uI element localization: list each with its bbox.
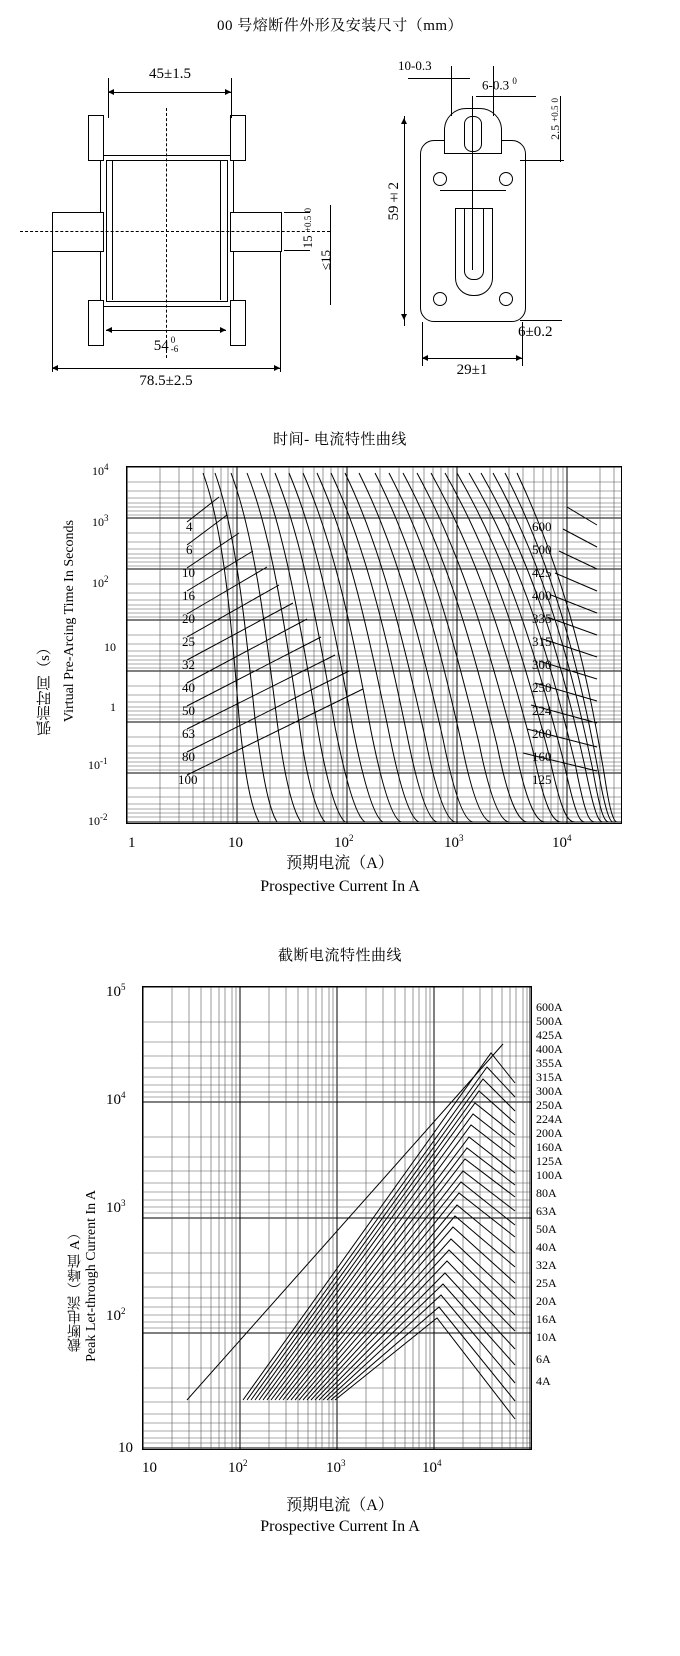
chart2-xtick-1: $10^2$	[228, 1458, 248, 1476]
hole-top-right	[499, 172, 513, 186]
chart1-left-label-10: 80	[182, 749, 195, 764]
chart2-svg	[143, 987, 531, 1449]
dim-15-tol-dn: 0	[303, 208, 313, 213]
chart2-xlabel-cn: 预期电流（A）	[286, 1497, 394, 1514]
chart1-title: 时间- 电流特性曲线	[273, 432, 407, 448]
chart2-right-label-9: 200A	[536, 1126, 563, 1140]
chart1-ylabel-cn: 弧前时间（s）	[37, 640, 53, 736]
plate-center-h	[440, 190, 506, 191]
blade-right	[230, 212, 282, 252]
chart1-xtick-4: $10^4$	[552, 833, 572, 851]
dim-45-arrow-right	[225, 89, 231, 95]
chart2-ylabel-en: Peak Let-through Current In A	[84, 1190, 99, 1362]
chart1-xtick-1: 10	[228, 835, 243, 851]
dim-6-text	[482, 76, 517, 93]
chart2-right-label-4: 355A	[536, 1056, 563, 1070]
center-line-vertical	[166, 108, 167, 358]
chart2-right-label-23: 4A	[536, 1374, 551, 1388]
dim-602-line	[520, 320, 562, 321]
chart1-left-label-9: 63	[182, 726, 195, 741]
chart2-right-label-2: 425A	[536, 1028, 563, 1042]
tab-left-bottom	[88, 300, 104, 346]
chart1-ytick-2: $10^2$	[92, 574, 109, 590]
chart2-right-label-0: 600A	[536, 1000, 563, 1014]
chart1-xtick-2: $10^2$	[334, 833, 354, 851]
dim-59-text: 59±2	[386, 182, 402, 221]
chart2-title: 截断电流特性曲线	[277, 948, 402, 964]
ext-10-left	[451, 66, 452, 116]
chart2-xtick-0: 10	[142, 1460, 157, 1476]
contact-center-rib	[472, 190, 473, 270]
chart2-xtick-2: $10^3$	[326, 1458, 346, 1476]
dim-45-text: 45±1.5	[149, 66, 191, 82]
dim-15-text	[300, 208, 316, 248]
dim-54-tol-up: 0	[170, 335, 176, 345]
dim-25-value: 2.5	[548, 124, 562, 140]
chart2-right-label-14: 63A	[536, 1204, 557, 1218]
body-rib-2	[220, 160, 221, 300]
chart2-xtick-3: $10^4$	[422, 1458, 442, 1476]
tab-right-bottom	[230, 300, 246, 346]
chart1-right-label-0: 600	[532, 519, 552, 534]
chart2-right-label-20: 16A	[536, 1312, 557, 1326]
dim-10-line	[408, 78, 470, 79]
dim-15-line2	[284, 250, 310, 251]
chart2-ytick-1: 10	[118, 1440, 133, 1456]
chart1-xtick-0: 1	[128, 835, 136, 851]
chart1-right-label-10: 160	[532, 749, 552, 764]
dim-29-arrow-right	[516, 355, 522, 361]
chart2-right-label-17: 32A	[536, 1258, 557, 1272]
chart1-right-label-4: 335	[532, 611, 552, 626]
chart1-left-label-0: 4	[186, 519, 193, 534]
chart1-xlabel-cn: 预期电流（A）	[286, 855, 394, 872]
chart1-ytick-m1: $10^{-1}$	[88, 756, 108, 772]
chart2-right-label-3: 400A	[536, 1042, 563, 1056]
ext-45-right	[231, 78, 232, 118]
chart2-ylabel-cn: 截断电流（峰值 A）	[68, 1226, 83, 1352]
chart2-xlabel-en: Prospective Current In A	[260, 1518, 420, 1535]
chart2-right-label-8: 224A	[536, 1112, 563, 1126]
chart1-right-label-1: 500	[532, 542, 552, 557]
hole-bottom-right	[499, 292, 513, 306]
dim-54-text	[106, 336, 226, 355]
chart1-right-label-9: 200	[532, 726, 552, 741]
dim-785-arrow-left	[52, 365, 58, 371]
chart2-right-label-7: 250A	[536, 1098, 563, 1112]
dim-29-arrow-left	[422, 355, 428, 361]
dim-25-tol-up: +0.5	[550, 105, 560, 122]
dim-54-arrow-right	[220, 327, 226, 333]
dim-6-value: 6-0.3	[482, 77, 510, 93]
chart2-right-label-21: 10A	[536, 1330, 557, 1344]
chart2-ytick-4: $10^4$	[106, 1090, 126, 1108]
dim-6-line	[476, 96, 536, 97]
dim-15-tol-up: +0.5	[303, 215, 313, 233]
tab-left-top	[88, 115, 104, 161]
chart1-ytick-3: $10^3$	[92, 513, 109, 529]
chart2-right-label-15: 50A	[536, 1222, 557, 1236]
chart1-left-label-11: 100	[178, 772, 198, 787]
chart2-right-label-19: 20A	[536, 1294, 557, 1308]
chart1-left-label-5: 25	[182, 634, 195, 649]
plate-center-v	[472, 96, 473, 202]
chart2-right-label-1: 500A	[536, 1014, 563, 1028]
ext-45-left	[108, 78, 109, 118]
chart1-xtick-3: $10^3$	[444, 833, 464, 851]
dim-le15-text: ≤15	[318, 250, 333, 271]
chart2-right-label-22: 6A	[536, 1352, 551, 1366]
ext-29-right	[522, 322, 523, 366]
chart1-right-label-2: 425	[532, 565, 552, 580]
dim-54-line	[106, 330, 226, 331]
neck-slot	[464, 116, 482, 152]
ext-785-right	[280, 252, 281, 372]
dim-45-line	[108, 92, 231, 93]
chart2-ytick-3: $10^3$	[106, 1198, 126, 1216]
chart1-ylabel-en: Virtual Pre-Arcing Time In Seconds	[62, 520, 77, 723]
outline-drawing	[0, 0, 680, 410]
dim-29-text: 29±1	[456, 362, 488, 378]
chart2-right-label-10: 160A	[536, 1140, 563, 1154]
dim-59-arrow-up	[401, 118, 407, 124]
dim-54-arrow-left	[106, 327, 112, 333]
ext-785-left	[52, 252, 53, 372]
dim-785-text: 78.5±2.5	[139, 373, 193, 389]
chart2-ytick-5: $10^5$	[106, 982, 126, 1000]
chart2-right-label-6: 300A	[536, 1084, 563, 1098]
chart2-right-label-13: 80A	[536, 1186, 557, 1200]
dim-29-line	[422, 358, 522, 359]
chart1-right-label-3: 400	[532, 588, 552, 603]
chart1-left-label-1: 6	[186, 542, 193, 557]
chart1-left-label-7: 40	[182, 680, 195, 695]
body-rib-1	[112, 160, 113, 300]
chart1-ytick-m2: $10^{-2}$	[88, 812, 108, 828]
chart1-left-label-8: 50	[182, 703, 195, 718]
dim-25-tol-dn: 0	[550, 98, 560, 103]
chart1-left-label-3: 16	[182, 588, 195, 603]
chart1-right-label-7: 250	[532, 680, 552, 695]
chart1-right-label-5: 315	[532, 634, 552, 649]
chart1-ytick-1: 10	[104, 640, 116, 654]
dim-785-line	[52, 368, 280, 369]
chart2-right-label-12: 100A	[536, 1168, 563, 1182]
hole-bottom-left	[433, 292, 447, 306]
dim-54-value: 54	[153, 338, 169, 354]
chart2-right-label-11: 125A	[536, 1154, 563, 1168]
blade-left	[52, 212, 104, 252]
chart1-left-label-4: 20	[182, 611, 195, 626]
chart2-plot-area	[142, 986, 532, 1450]
dim-785-arrow-right	[274, 365, 280, 371]
dim-25-line	[520, 160, 564, 161]
chart1-xlabel-en: Prospective Current In A	[260, 878, 420, 895]
dim-59-arrow-down	[401, 314, 407, 320]
chart2-right-label-18: 25A	[536, 1276, 557, 1290]
tab-right-top	[230, 115, 246, 161]
chart1-left-label-2: 10	[182, 565, 195, 580]
drawing-title: 00 号熔断件外形及安装尺寸（mm）	[216, 18, 464, 34]
hole-top-left	[433, 172, 447, 186]
dim-45-arrow-left	[108, 89, 114, 95]
ext-le15	[330, 205, 331, 305]
chart2-ytick-2: $10^2$	[106, 1306, 126, 1324]
chart1-right-label-6: 300	[532, 657, 552, 672]
dim-10-text: 10-0.3	[398, 58, 432, 73]
dim-602-text: 6±0.2	[518, 324, 553, 340]
ext-59	[404, 116, 405, 326]
chart1-ytick-4: $10^4$	[92, 462, 109, 478]
chart2-right-label-16: 40A	[536, 1240, 557, 1254]
dim-54-tol-dn: -6	[170, 344, 179, 354]
center-line-horizontal	[20, 231, 330, 232]
dim-6-tol: 0	[512, 76, 517, 86]
dim-15-value: 15	[300, 235, 315, 249]
dim-25-text	[548, 98, 563, 140]
chart1-right-label-8: 224	[532, 703, 552, 718]
chart2-right-label-5: 315A	[536, 1070, 563, 1084]
chart1-ytick-0: 1	[110, 700, 116, 714]
chart1-left-label-6: 32	[182, 657, 195, 672]
chart1-right-label-11: 125	[532, 772, 552, 787]
contact-u-inner	[464, 208, 484, 280]
